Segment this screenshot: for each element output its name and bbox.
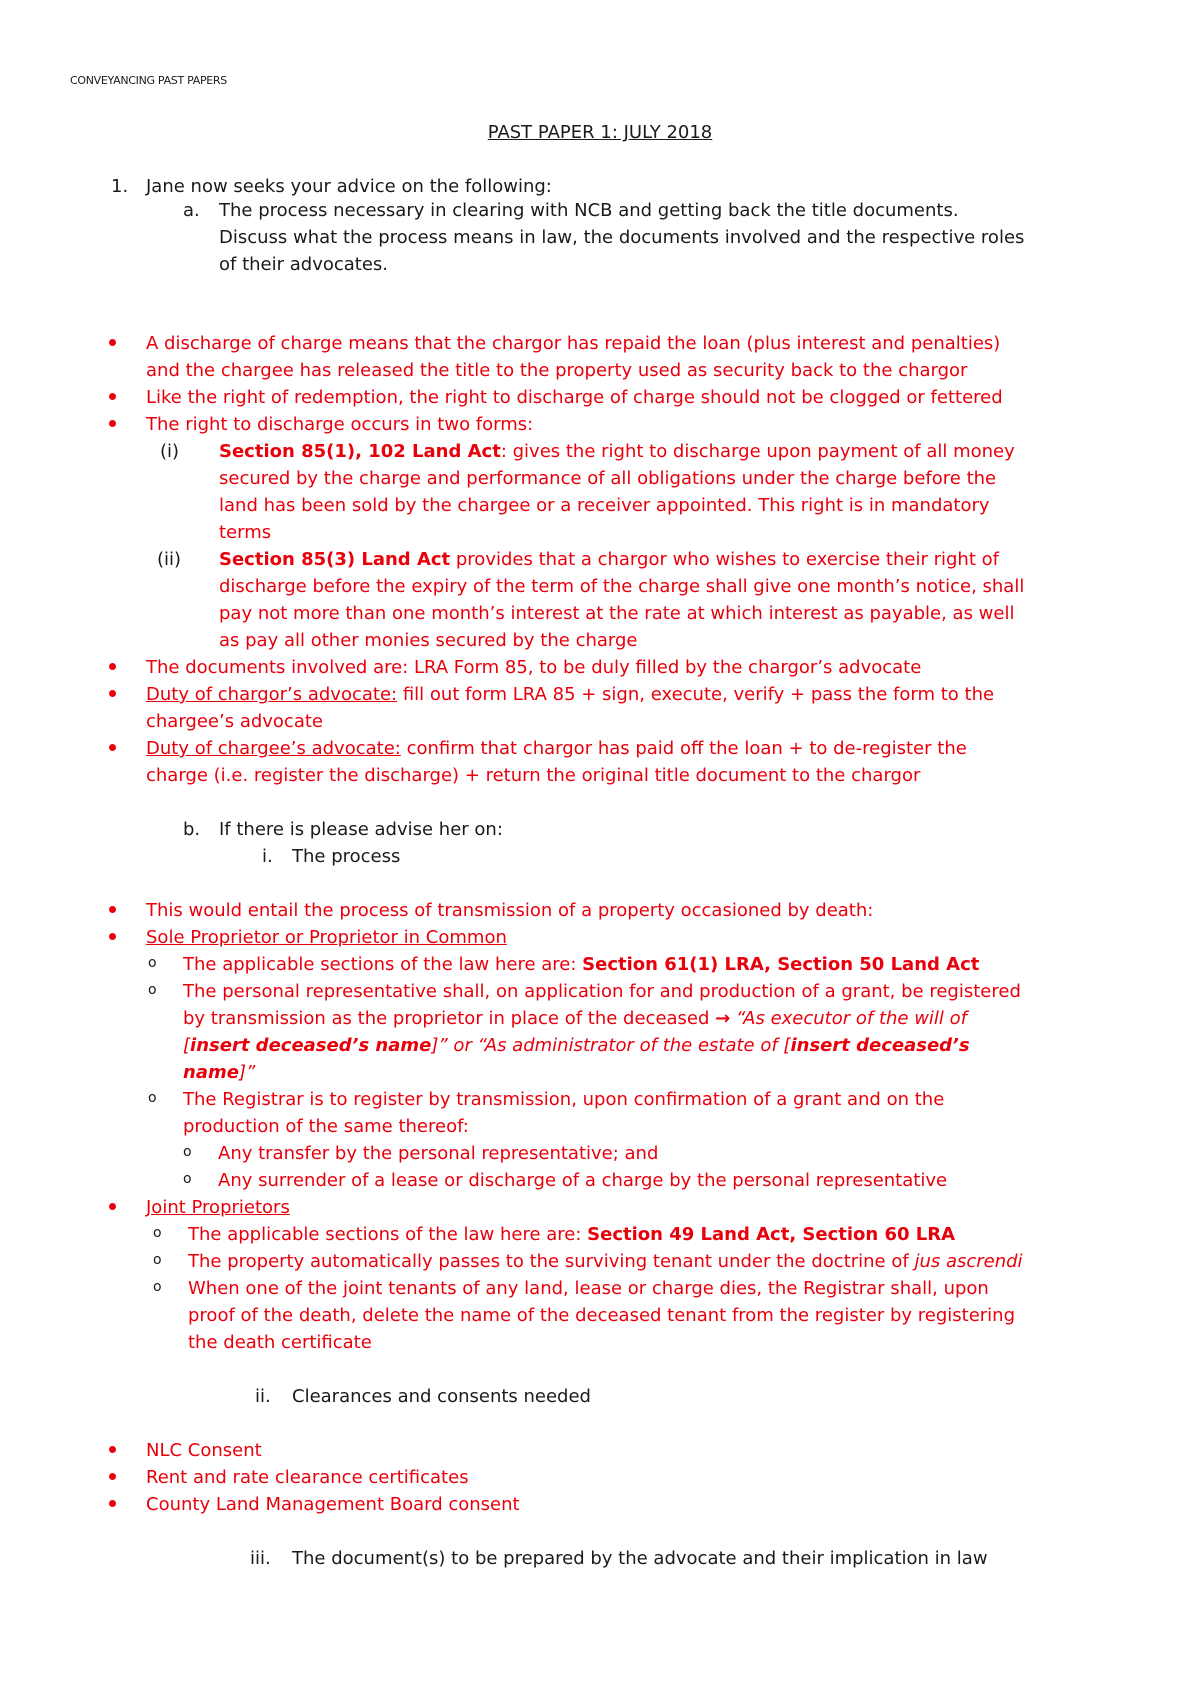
section-line — [219, 573, 1131, 600]
answer-text: by transmission as the proprietor in place of the deceased — [183, 1008, 716, 1029]
section-line — [219, 492, 1131, 519]
bullet-icon — [109, 1473, 116, 1480]
bullet-icon — [109, 339, 116, 346]
answer-line: The Registrar is to register by transmission, upon confirmation of a grant and on the — [183, 1089, 945, 1110]
answer-text: The property automatically passes to the surviving tenant under the doctrine of — [188, 1251, 915, 1272]
answer-line — [183, 1005, 1131, 1032]
answer-bullet — [146, 681, 1131, 708]
sub-question-a — [219, 197, 1131, 224]
section-line: terms — [219, 522, 272, 543]
sub-question-label: b. — [183, 819, 201, 840]
section-line — [219, 465, 1131, 492]
section-line — [219, 600, 1131, 627]
section-ref: Section 85(3) Land Act — [219, 549, 451, 570]
bullet-icon — [109, 744, 116, 751]
question-text: Jane now seeks your advice on the following: — [146, 176, 552, 197]
section-ref: Section 61(1) LRA, Section 50 Land Act — [582, 954, 980, 975]
bullet-icon — [109, 1446, 116, 1453]
answer-line — [183, 1059, 255, 1086]
roman-label: (i) — [160, 441, 180, 462]
doctrine-name: jus ascrendi — [914, 1251, 1023, 1272]
circle-bullet-icon: o — [148, 1090, 157, 1106]
answer-line: production of the same thereof: — [183, 1116, 469, 1137]
answer-line — [146, 681, 1131, 708]
answer-line: The personal representative shall, on application for and production of a grant, be registered — [183, 981, 1021, 1002]
answer-line — [183, 1032, 1131, 1059]
answer-bullet — [146, 330, 1131, 357]
answer-quote: “As executor of the will of — [730, 1008, 968, 1029]
circle-bullet-icon: o — [153, 1225, 162, 1241]
duty-heading: Duty of chargor’s advocate: — [146, 684, 398, 705]
answer-sub-bullet — [188, 1275, 1131, 1302]
circle-bullet-icon: o — [148, 982, 157, 998]
duty-heading: Duty of chargee’s advocate: — [146, 738, 401, 759]
section-text: land has been sold by the chargee or a receiver appointed. This right is in mandatory — [219, 495, 990, 516]
answer-sub-bullet — [183, 951, 979, 978]
sub-question-a-line3: of their advocates. — [219, 254, 389, 275]
answer-bullet: This would entail the process of transmission of a property occasioned by death: — [146, 900, 874, 921]
sub-question-label: a. — [183, 200, 200, 221]
answer-sub-bullet — [188, 1248, 1023, 1275]
answer-line — [188, 1302, 1131, 1329]
answer-quote-bold: insert deceased’s name — [190, 1035, 432, 1056]
section-text: discharge before the expiry of the term of the charge shall give one month’s notice, shall — [219, 576, 1025, 597]
answer-text: The applicable sections of the law here are: — [188, 1224, 588, 1245]
bullet-icon — [109, 906, 116, 913]
answer-line: the death certificate — [188, 1332, 372, 1353]
duty-text: fill out form LRA 85 + sign, execute, verify + pass the form to the — [397, 684, 995, 705]
answer-bullet: Like the right of redemption, the right to discharge of charge should not be clogged or fettered — [146, 387, 1003, 408]
section-ref: Section 49 Land Act, Section 60 LRA — [587, 1224, 956, 1245]
bullet-icon — [109, 663, 116, 670]
bullet-icon — [109, 1203, 116, 1210]
bullet-icon — [109, 933, 116, 940]
section-text: : gives the right to discharge upon payment of all money — [500, 441, 1015, 462]
answer-sub-sub-bullet: Any surrender of a lease or discharge of a charge by the personal representative — [218, 1170, 948, 1191]
section-line: as pay all other monies secured by the charge — [219, 630, 638, 651]
answer-bullet: NLC Consent — [146, 1440, 262, 1461]
arrow-icon: → — [715, 1008, 731, 1029]
answer-quote: [ — [183, 1035, 191, 1056]
roman-label: i. — [262, 846, 273, 867]
answer-line: chargee’s advocate — [146, 711, 323, 732]
sub-question-a-line1: The process necessary in clearing with NCB and getting back the title documents. — [219, 200, 959, 221]
sub-question-b-i: The process — [292, 846, 401, 867]
roman-label: (ii) — [157, 549, 182, 570]
page-header: CONVEYANCING PAST PAPERS — [70, 74, 227, 87]
answer-bullet: County Land Management Board consent — [146, 1494, 520, 1515]
sub-question-b-ii: Clearances and consents needed — [292, 1386, 591, 1407]
section-ref: Section 85(1), 102 Land Act — [219, 441, 501, 462]
bullet-icon — [109, 690, 116, 697]
roman-label: iii. — [250, 1548, 271, 1569]
answer-heading: Joint Proprietors — [146, 1197, 290, 1218]
circle-bullet-icon: o — [153, 1252, 162, 1268]
answer-quote-bold: insert deceased’s — [790, 1035, 970, 1056]
answer-sub-bullet — [183, 978, 1131, 1005]
question-number: 1. — [111, 176, 129, 197]
answer-sub-bullet — [183, 1086, 1131, 1113]
sub-question-a-line2: Discuss what the process means in law, the documents involved and the respective roles — [219, 227, 1025, 248]
roman-label: ii. — [255, 1386, 271, 1407]
bullet-icon — [109, 420, 116, 427]
sub-question-b: If there is please advise her on: — [219, 819, 503, 840]
answer-line: When one of the joint tenants of any land, lease or charge dies, the Registrar shall, upon — [188, 1278, 989, 1299]
answer-text: The applicable sections of the law here are: — [183, 954, 583, 975]
answer-quote-bold: name — [183, 1062, 239, 1083]
circle-bullet-icon: o — [183, 1144, 192, 1160]
answer-sub-bullet — [188, 1221, 955, 1248]
section-text: provides that a chargor who wishes to exercise their right of — [450, 549, 999, 570]
answer-quote: ]” or “As administrator of the estate of [ — [431, 1035, 791, 1056]
answer-line: A discharge of charge means that the chargor has repaid the loan (plus interest and penalties) — [146, 333, 1001, 354]
duty-text: confirm that chargor has paid off the loan + to de-register the — [400, 738, 967, 759]
answer-line: and the chargee has released the title to the property used as security back to the chargor — [146, 360, 968, 381]
section-line — [219, 438, 1131, 465]
answer-line: proof of the death, delete the name of the deceased tenant from the register by registering — [188, 1305, 1015, 1326]
page-title: PAST PAPER 1: JULY 2018 — [487, 122, 713, 143]
answer-heading: Sole Proprietor or Proprietor in Common — [146, 927, 507, 948]
bullet-icon — [109, 1500, 116, 1507]
answer-bullet: Rent and rate clearance certificates — [146, 1467, 469, 1488]
answer-bullet: The right to discharge occurs in two forms: — [146, 414, 534, 435]
answer-line — [183, 1032, 1131, 1059]
circle-bullet-icon: o — [183, 1171, 192, 1187]
sub-question-b-iii: The document(s) to be prepared by the advocate and their implication in law — [292, 1548, 988, 1569]
answer-bullet: The documents involved are: LRA Form 85, to be duly filled by the chargor’s advocate — [146, 657, 922, 678]
section-text: pay not more than one month’s interest at the rate at which interest as payable, as well — [219, 603, 1015, 624]
circle-bullet-icon: o — [153, 1279, 162, 1295]
answer-line — [146, 735, 1131, 762]
answer-line: charge (i.e. register the discharge) + return the original title document to the chargor — [146, 765, 921, 786]
section-text: secured by the charge and performance of all obligations under the charge before the — [219, 468, 997, 489]
section-item — [219, 546, 1131, 573]
answer-line — [183, 1005, 1131, 1032]
circle-bullet-icon: o — [148, 955, 157, 971]
bullet-icon — [109, 393, 116, 400]
answer-bullet — [146, 735, 1131, 762]
section-line — [219, 546, 1131, 573]
section-item — [219, 438, 1131, 465]
answer-sub-sub-bullet: Any transfer by the personal representative; and — [218, 1143, 659, 1164]
answer-quote: ]” — [238, 1062, 256, 1083]
